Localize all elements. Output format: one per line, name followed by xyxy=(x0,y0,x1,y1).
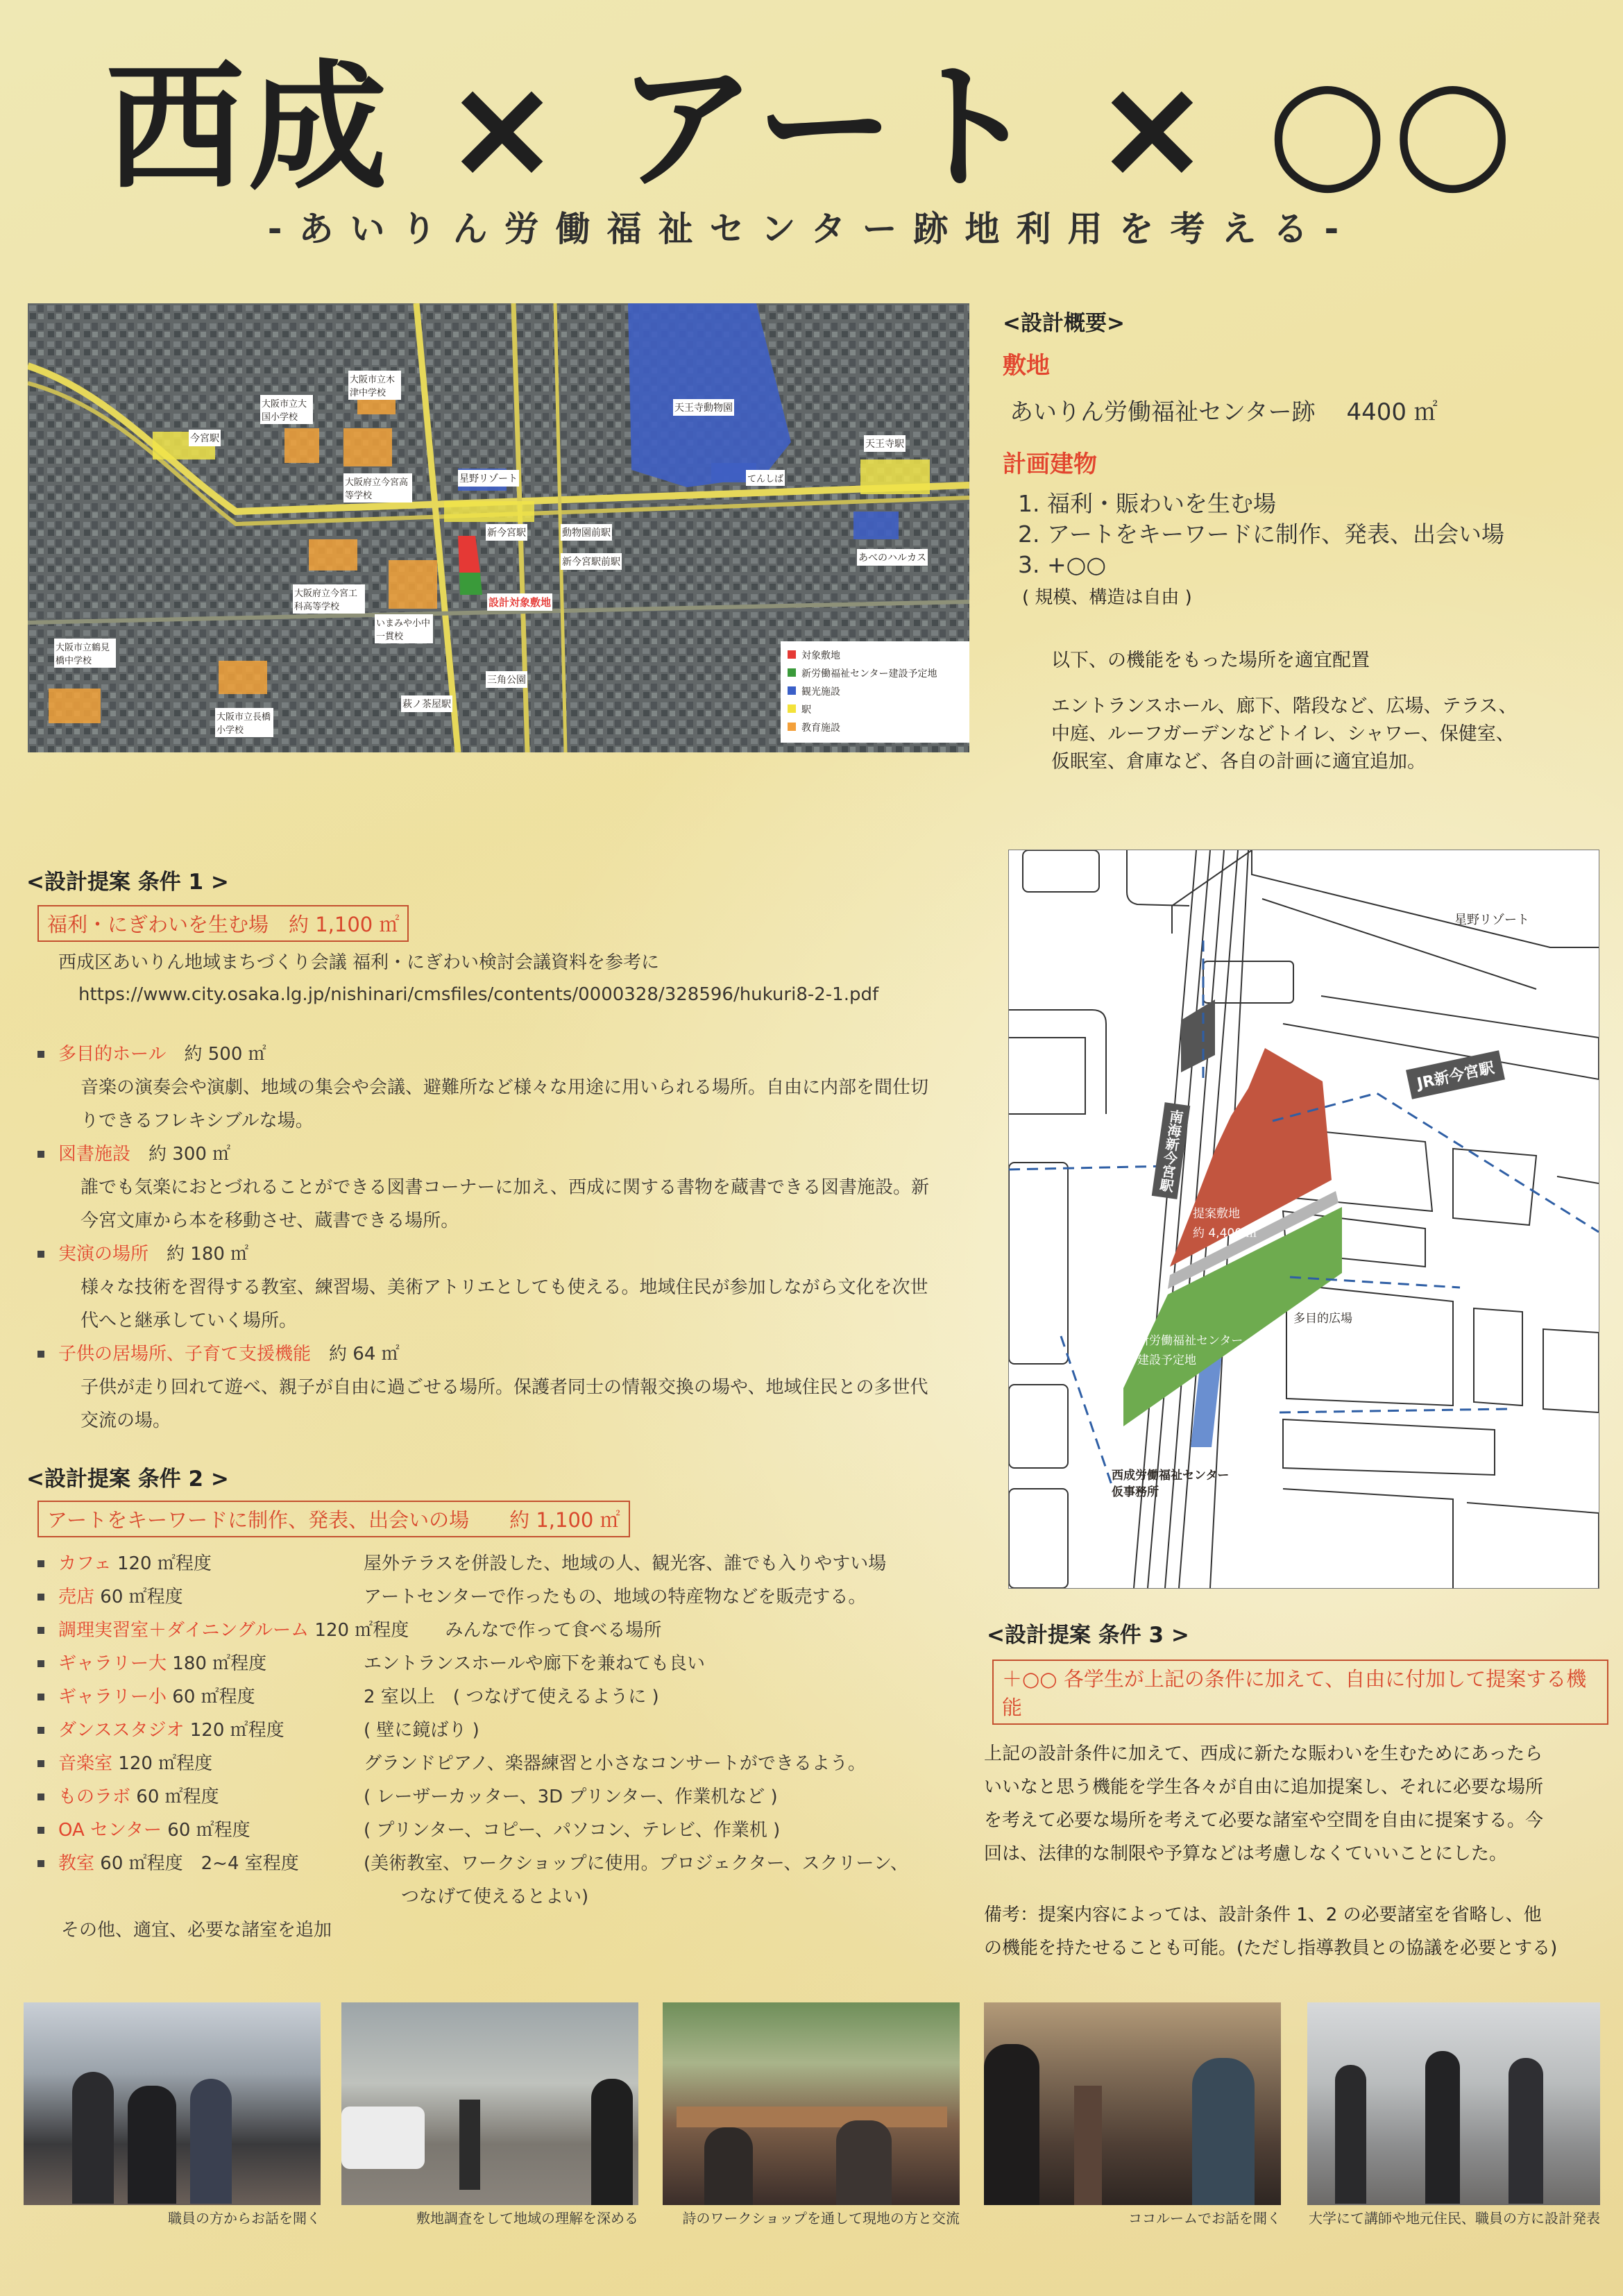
photo xyxy=(984,2002,1281,2205)
photo-caption: 詩のワークショップを通して現地の方と交流 xyxy=(682,2210,960,2227)
site-plan-graphic xyxy=(1009,850,1599,1588)
map-label: 設計対象敷地 xyxy=(487,593,552,611)
map-label: 大阪市立大国小学校 xyxy=(260,395,313,424)
legend-swatch xyxy=(788,668,796,677)
site-label-nankai: 南海新今宮駅 xyxy=(1152,1102,1191,1199)
photo xyxy=(24,2002,321,2205)
condition2-heading: <設計提案 条件 2 > xyxy=(26,1467,229,1492)
item-desc: つなげて使えるとよい) xyxy=(401,1886,589,1907)
legend-swatch xyxy=(788,686,796,695)
overview-p2: エントランスホール、廊下、階段など、広場、テラス、 xyxy=(1051,695,1518,717)
map-label: あべのハルカス xyxy=(857,549,928,566)
list-item: OA センター 60 ㎡程度 ( プリンター、コピー、パソコン、テレビ、作業机 ) xyxy=(26,1814,949,1847)
overview-p2: 仮眠室、倉庫など、各自の計画に適宜追加。 xyxy=(1051,751,1426,773)
list-item: 多目的ホール 約 500 ㎡ xyxy=(26,1038,949,1071)
site-label: 敷地 xyxy=(1003,352,1050,380)
condition3-note: の機能を持たせることも可能。(ただし指導教員との協議を必要とする) xyxy=(984,1938,1558,1959)
legend-swatch xyxy=(788,723,796,731)
photo-caption: 敷地調査をして地域の理解を深める xyxy=(416,2210,638,2227)
list-item: ダンススタジオ 120 ㎡程度 ( 壁に鏡ばり ) xyxy=(26,1714,949,1747)
map-label: 天王寺駅 xyxy=(864,435,906,452)
item-desc: 誰でも気楽におとづれることができる図書コーナーに加え、西成に関する書物を蔵書できる図書施設。新 xyxy=(80,1177,930,1198)
map-label: 天王寺動物園 xyxy=(673,399,734,416)
map-label: 星野リゾート xyxy=(458,470,519,487)
photo xyxy=(341,2002,638,2205)
map-label: 大阪府立今宮高等学校 xyxy=(343,473,412,503)
page-subtitle: -あいりん労働福祉センター跡地利用を考える- xyxy=(267,209,1356,249)
legend-item: 駅 xyxy=(788,701,965,719)
map-label: 大阪市立長橋小学校 xyxy=(215,708,273,737)
plan-note: ( 規模、構造は自由 ) xyxy=(1022,587,1192,608)
site-label-site: 提案敷地 約 4,400 ㎡ xyxy=(1193,1207,1258,1240)
list-item: ギャラリー大 180 ㎡程度 エントランスホールや廊下を兼ねても良い xyxy=(26,1647,949,1680)
condition1-section xyxy=(26,864,949,1437)
condition1-box: 福利・にぎわいを生む場 約 1,100 ㎡ xyxy=(37,905,409,942)
legend-item: 教育施設 xyxy=(788,719,965,737)
photo xyxy=(663,2002,960,2205)
map-label: 萩ノ茶屋駅 xyxy=(401,695,452,712)
photo-caption: 職員の方からお話を聞く xyxy=(168,2210,321,2227)
site-label-jr: JR新今宮駅 xyxy=(1406,1050,1505,1099)
photo-caption: ココルームでお話を聞く xyxy=(1128,2210,1281,2227)
site-label-green: 新労働福祉センター 建設予定地 xyxy=(1137,1334,1243,1367)
condition3-section xyxy=(984,1617,1608,1965)
plan-item: 1. 福利・賑わいを生む場 xyxy=(1018,490,1276,517)
legend-item: 観光施設 xyxy=(788,683,965,701)
map-label: 今宮駅 xyxy=(189,430,221,446)
condition3-text: を考えて必要な場所を考えて必要な諸室や空間を自由に提案する。今 xyxy=(984,1810,1544,1831)
condition3-box: ＋○○ 各学生が上記の条件に加えて、自由に付加して提案する機能 xyxy=(992,1660,1608,1725)
map-label: 三角公園 xyxy=(486,671,527,688)
list-item: ギャラリー小 60 ㎡程度 2 室以上 ( つなげて使えるように ) xyxy=(26,1680,949,1714)
list-item: 実演の場所 約 180 ㎡ xyxy=(26,1238,949,1271)
page-title: 西成 × アート × ○○ xyxy=(105,47,1518,209)
condition3-text: 上記の設計条件に加えて、西成に新たな賑わいを生むためにあったら xyxy=(984,1744,1543,1764)
condition1-url[interactable]: https://www.city.osaka.lg.jp/nishinari/cmsfiles/contents/0000328/328596/hukuri8-2-1.pdf xyxy=(78,984,879,1005)
list-item: カフェ 120 ㎡程度 屋外テラスを併設した、地域の人、観光客、誰でも入りやすい場 xyxy=(26,1547,949,1580)
list-item: 教室 60 ㎡程度 2~4 室程度 (美術教室、ワークショップに使用。プロジェクター、スクリーン、 xyxy=(26,1847,949,1880)
condition1-heading: <設計提案 条件 1 > xyxy=(26,870,229,895)
list-item: 図書施設 約 300 ㎡ xyxy=(26,1138,949,1171)
plan-label: 計画建物 xyxy=(1003,450,1097,478)
item-desc: 音楽の演奏会や演劇、地域の集会や会議、避難所など様々な用途に用いられる場所。自由に内部を間仕切 xyxy=(80,1077,929,1098)
site-plan xyxy=(1008,850,1599,1589)
map-label: 新今宮駅 xyxy=(486,524,527,541)
legend-item: 対象敷地 xyxy=(788,647,965,665)
plan-item: 3. +○○ xyxy=(1018,551,1107,578)
plan-list xyxy=(1018,489,1599,580)
site-text: あいりん労働福祉センター跡 4400 ㎡ xyxy=(1010,398,1438,426)
legend-item: 新労働福祉センター建設予定地 xyxy=(788,665,965,683)
condition2-other: その他、適宜、必要な諸室を追加 xyxy=(61,1920,332,1941)
list-item: 売店 60 ㎡程度 アートセンターで作ったもの、地域の特産物などを販売する。 xyxy=(26,1580,949,1614)
list-item: 子供の居場所、子育て支援機能 約 64 ㎡ xyxy=(26,1337,949,1371)
item-desc: 子供が走り回れて遊べ、親子が自由に過ごせる場所。保護者同士の情報交換の場や、地域住民との多世代 xyxy=(80,1377,928,1398)
condition2-section xyxy=(26,1461,949,1947)
condition3-note: 備考：提案内容によっては、設計条件 1、2 の必要諸室を省略し、他 xyxy=(984,1905,1542,1925)
map-label: いまみや小中一貫校 xyxy=(375,614,433,643)
photo-caption: 大学にて講師や地元住民、職員の方に設計発表 xyxy=(1309,2210,1600,2227)
overview-p1: 以下、の機能をもった場所を適宜配置 xyxy=(1051,650,1370,671)
item-desc: 様々な技術を習得する教室、練習場、美術アトリエとしても使える。地域住民が参加しながら文化を次世 xyxy=(80,1277,928,1298)
map-label: 動物園前駅 xyxy=(561,524,612,541)
map-label: 新今宮駅前駅 xyxy=(561,553,622,570)
condition1-list xyxy=(26,1038,949,1437)
list-item: 音楽室 120 ㎡程度 グランドピアノ、楽器練習と小さなコンサートができるよう。 xyxy=(26,1747,949,1780)
overview-section xyxy=(1003,305,1599,776)
map-label: 大阪市立鶴見橋中学校 xyxy=(54,639,116,668)
map-legend xyxy=(781,641,969,743)
item-desc: 今宮文庫から本を移動させ、蔵書できる場所。 xyxy=(80,1210,459,1231)
map-label: 大阪市立木津中学校 xyxy=(348,371,401,400)
map-label: てんしば xyxy=(746,470,785,486)
site-label-plaza: 多目的広場 xyxy=(1293,1312,1352,1326)
site-label-office: 西成労働福祉センター 仮事務所 xyxy=(1112,1469,1230,1499)
site-label-hoshino: 星野リゾート xyxy=(1454,913,1529,927)
legend-swatch xyxy=(788,650,796,659)
condition2-list xyxy=(26,1547,949,1947)
plan-item: 2. アートをキーワードに制作、発表、出会い場 xyxy=(1018,521,1504,548)
overview-heading: <設計概要> xyxy=(1003,311,1125,336)
condition2-box: アートをキーワードに制作、発表、出会いの場 約 1,100 ㎡ xyxy=(37,1501,630,1537)
item-desc: 交流の場。 xyxy=(80,1410,171,1431)
condition3-heading: <設計提案 条件 3 > xyxy=(987,1623,1189,1648)
item-desc: りできるフレキシブルな場。 xyxy=(80,1111,314,1131)
condition3-text: 回は、法律的な制限や予算などは考慮しなくていいことにした。 xyxy=(984,1843,1508,1864)
item-desc: 代へと継承していく場所。 xyxy=(80,1310,298,1331)
photo xyxy=(1307,2002,1600,2205)
aerial-map xyxy=(28,303,969,752)
legend-swatch xyxy=(788,704,796,713)
condition1-ref: 西成区あいりん地域まちづくり会議 福利・にぎわい検討会議資料を参考に xyxy=(58,952,660,973)
list-item: ものラボ 60 ㎡程度 ( レーザーカッター、3D プリンター、作業机など ) xyxy=(26,1780,949,1814)
overview-p2: 中庭、ルーフガーデンなどトイレ、シャワー、保健室、 xyxy=(1051,723,1515,745)
map-label: 大阪府立今宮工科高等学校 xyxy=(293,584,365,614)
list-item: 調理実習室＋ダイニングルーム 120 ㎡程度 みんなで作って食べる場所 xyxy=(26,1614,949,1647)
condition3-text: いいなと思う機能を学生各々が自由に追加提案し、それに必要な場所 xyxy=(984,1777,1544,1798)
